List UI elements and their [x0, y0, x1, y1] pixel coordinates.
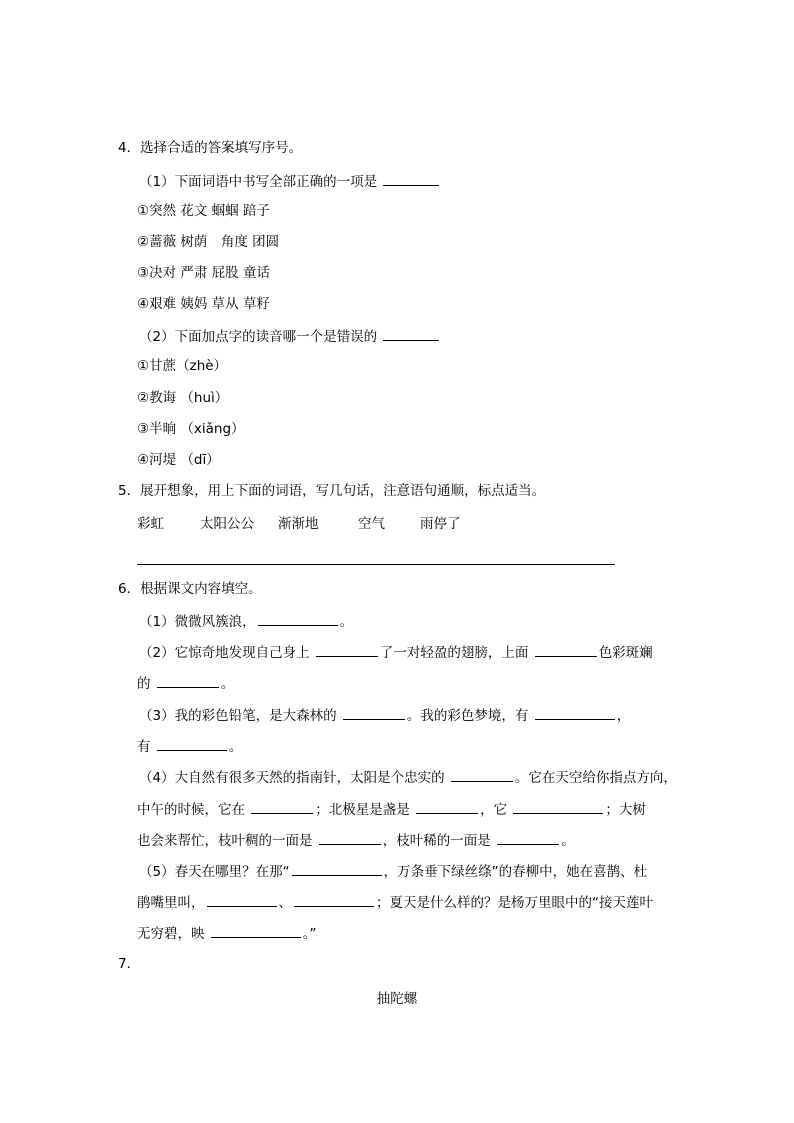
q6-item5-text2: ，万条垂下绿丝绦”的春柳中，她在喜鹊、杜: [383, 864, 648, 880]
q7-stem: 7．: [118, 956, 141, 972]
q4-part1-text: （1）下面词语中书写全部正确的一项是: [139, 174, 378, 190]
q6-item3-blank1[interactable]: [343, 705, 405, 720]
q6-item3-cont: [137, 736, 242, 756]
q6-item2-text2: 了一对轻盈的翅膀，上面: [379, 645, 529, 661]
q6-item1-end: 。: [339, 614, 354, 630]
q6-item5-text3: 鹃嘴里叫，: [137, 895, 205, 911]
q6-item3-blank2[interactable]: [535, 705, 615, 720]
q6-item5-text5: ；夏天是什么样的？是杨万里眼中的“接天莲叶: [376, 895, 653, 911]
q6-item5: [139, 861, 647, 881]
q6-item5-blank4[interactable]: [211, 923, 301, 938]
q6-item3-text: （3）我的彩色铅笔，是大森林的: [139, 708, 337, 724]
q6-item4-text8: ，枝叶稀的一面是: [382, 833, 491, 849]
q6-item2-blank3[interactable]: [157, 673, 219, 688]
q6-item4-text: （4）大自然有很多天然的指南针，太阳是个忠实的: [139, 770, 445, 786]
q4-opt2-3: ③半晌 （xiǎng）: [137, 421, 245, 437]
q6-item3-blank3[interactable]: [157, 736, 227, 751]
q6-item4-blank2[interactable]: [251, 799, 313, 814]
q6-item5-end: 。”: [302, 926, 317, 942]
q4-opt2-4: ④河堤 （dī）: [137, 452, 220, 468]
q6-item4-blank5[interactable]: [319, 830, 381, 845]
q6-item4-blank3[interactable]: [416, 799, 478, 814]
q6-item2-blank2[interactable]: [535, 642, 597, 657]
q6-item5-cont1: [137, 892, 653, 912]
q6-item2-blank1[interactable]: [316, 642, 378, 657]
q6-item5-text: （5）春天在哪里？在那“: [139, 864, 290, 880]
q6-item4: [139, 767, 677, 787]
q5-word: 空气: [358, 516, 385, 532]
q6-item4-text2: 。它在天空给你指点方向，: [514, 770, 677, 786]
q4-part1: [139, 171, 441, 191]
q7-passage-title: 抽陀螺: [376, 991, 418, 1007]
q4-part2: [139, 326, 441, 346]
q6-item5-blank1[interactable]: [292, 861, 382, 876]
q5-word: 雨停了: [420, 516, 461, 532]
q6-item5-text6: 无穷碧，映: [137, 926, 205, 942]
q4-opt1-2: ②蔷薇 树荫 角度 团圆: [137, 234, 280, 250]
q6-item2-end: 。: [220, 676, 235, 692]
q6-item4-text6: ；大树: [605, 802, 646, 818]
q6-item2-cont: [137, 673, 234, 693]
q6-stem: 6．根据课文内容填空。: [118, 581, 262, 597]
q6-item5-cont2: [137, 923, 317, 943]
q4-opt2-1: ①甘蔗（zhè）: [137, 358, 228, 374]
q4-opt1-3: ③决对 严肃 屁股 童话: [137, 265, 270, 281]
q4-part2-text: （2）下面加点字的读音哪一个是错误的: [139, 329, 378, 345]
q6-item2-text4: 的: [137, 676, 151, 692]
q6-item4-end: 。: [561, 833, 575, 849]
q6-item3-text2: 。我的彩色梦境，有: [406, 708, 529, 724]
q6-item4-cont2: [137, 830, 575, 850]
q6-item3-text3: ，: [616, 708, 631, 724]
q4-opt1-1: ①突然 花文 蝈蝈 踣子: [137, 203, 270, 219]
q5-word: 彩虹: [137, 516, 164, 532]
q4-opt1-4: ④艰难 姨妈 草从 草籽: [137, 296, 270, 312]
q4-opt2-2: ②教诲 （huì）: [137, 390, 229, 406]
q6-item5-blank3[interactable]: [294, 892, 374, 907]
q6-item4-blank1[interactable]: [451, 767, 513, 782]
q4-part1-blank[interactable]: [383, 171, 439, 186]
q6-item4-blank6[interactable]: [497, 830, 559, 845]
q6-item2-text: （2）它惊奇地发现自己身上: [139, 645, 310, 661]
q6-item4-text5: ，它: [480, 802, 508, 818]
q4-part2-blank[interactable]: [383, 326, 439, 341]
q6-item4-text4: ；北极星是盏是: [315, 802, 410, 818]
q6-item3-end: 。: [228, 739, 243, 755]
q6-item3-text4: 有: [137, 739, 151, 755]
q6-item5-blank2[interactable]: [207, 892, 277, 907]
q6-item3: [139, 705, 630, 725]
q4-stem: 4．选择合适的答案填写序号。: [118, 140, 303, 156]
q6-item4-text3: 中午的时候，它在: [137, 802, 245, 818]
q6-item1: [139, 611, 353, 631]
q5-answer-line[interactable]: [137, 564, 615, 565]
q6-item4-cont1: [137, 799, 646, 819]
q6-item2-text3: 色彩斑斓: [598, 645, 653, 661]
q6-item5-text4: 、: [278, 895, 292, 911]
q6-item4-text7: 也会来帮忙，枝叶稠的一面是: [137, 833, 313, 849]
q6-item2: [139, 642, 653, 662]
q5-stem: 5．展开想象，用上下面的词语，写几句话，注意语句通顺，标点适当。: [118, 483, 546, 499]
q6-item4-blank4[interactable]: [513, 799, 603, 814]
q6-item1-blank[interactable]: [258, 611, 338, 626]
q5-word: 太阳公公: [200, 516, 254, 532]
q5-word: 渐渐地: [278, 516, 319, 532]
q6-item1-text: （1）微微风簇浪，: [139, 614, 256, 630]
